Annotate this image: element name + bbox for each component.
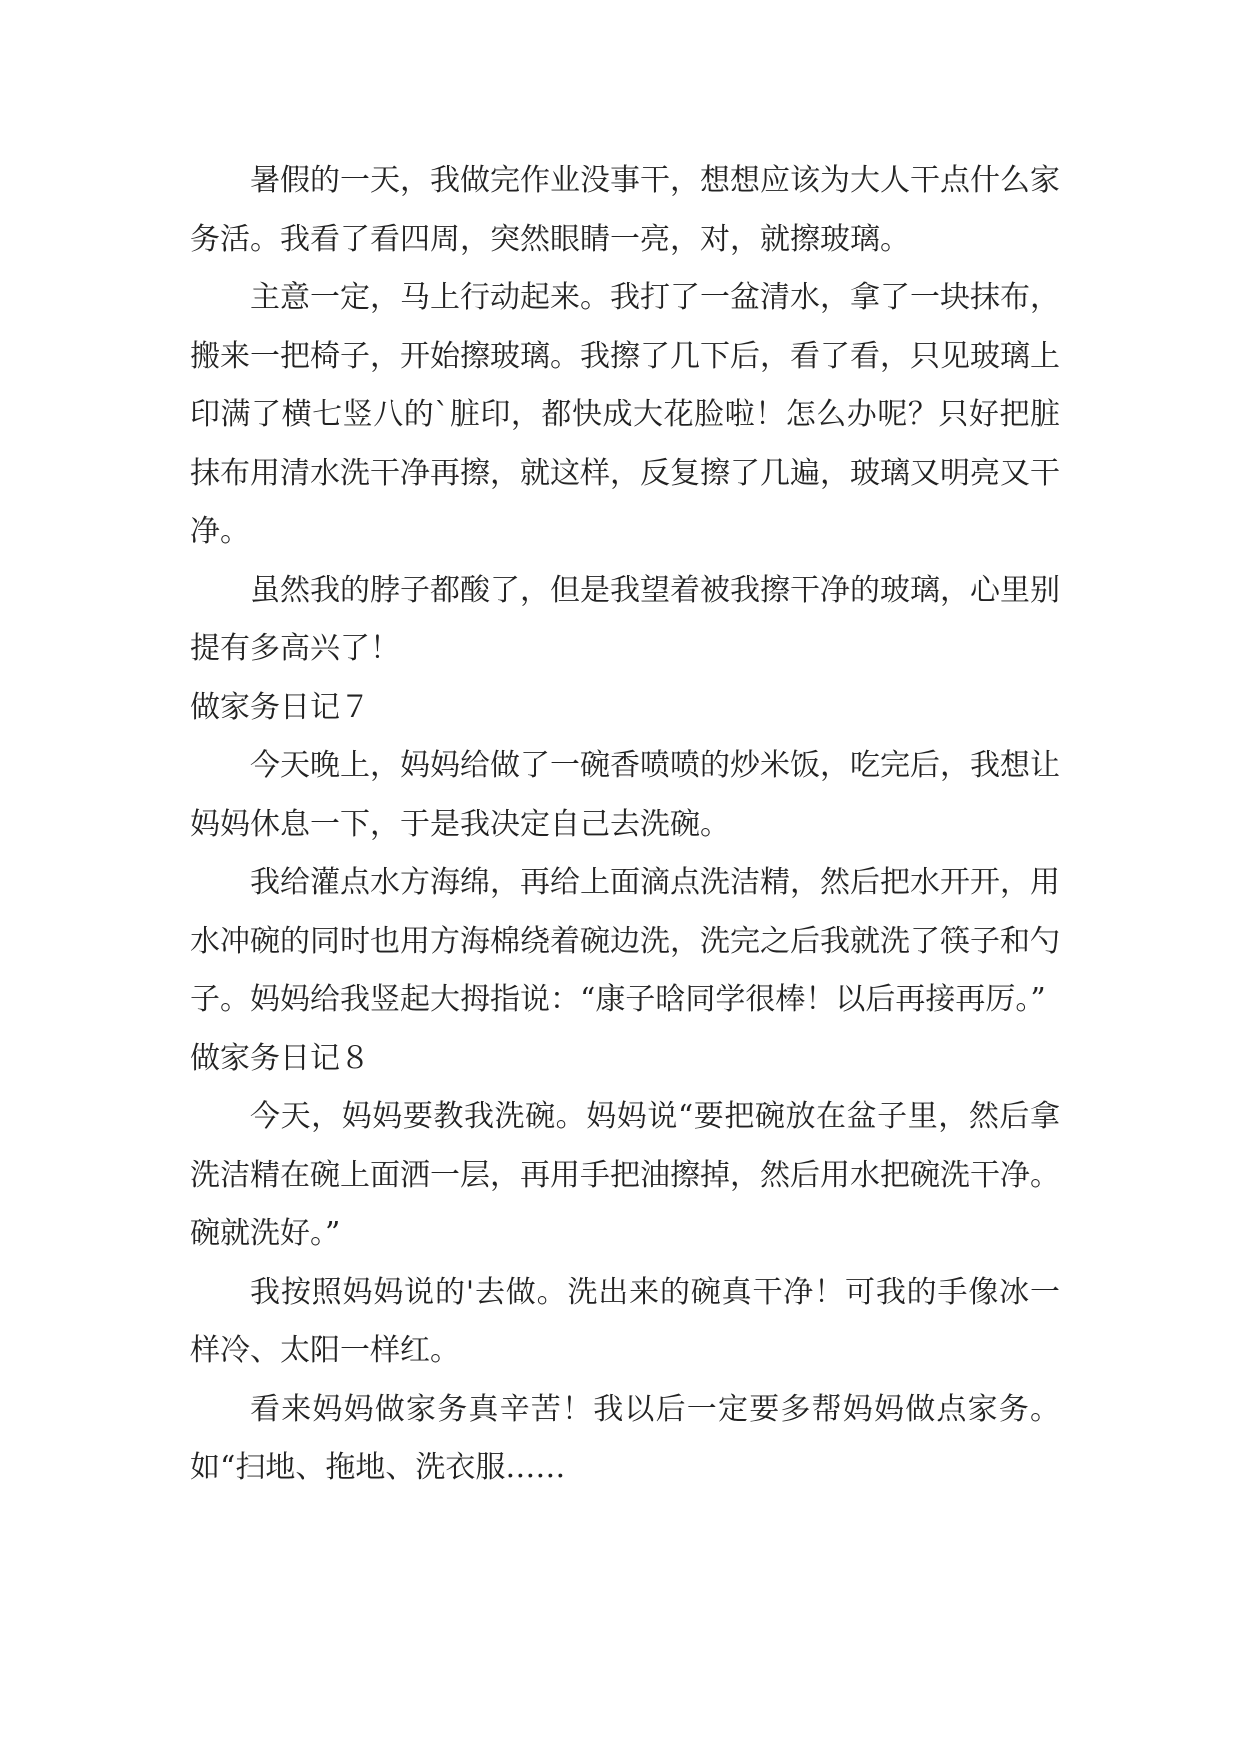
- paragraph-mom-teaches: 今天，妈妈要教我洗碗。妈妈说“要把碗放在盆子里，然后拿洗洁精在碗上面洒一层，再用手把油擦掉，然后用水把碗洗干净。碗就洗好。”: [190, 1099, 1060, 1251]
- paragraph-window-cleaning-intro: 暑假的一天，我做完作业没事干，想想应该为大人干点什么家务活。我看了看四周，突然眼睛一亮，对，就擦玻璃。: [190, 163, 1060, 257]
- paragraph-window-cleaning-result: 虽然我的脖子都酸了，但是我望着被我擦干净的玻璃，心里别提有多高兴了！: [190, 572, 1060, 666]
- paragraph-clean-bowls: 我按照妈妈说的'去做。洗出来的碗真干净！可我的手像冰一样冷、太阳一样红。: [190, 1274, 1060, 1368]
- paragraph-window-cleaning-process: 主意一定，马上行动起来。我打了一盆清水，拿了一块抹布，搬来一把椅子，开始擦玻璃。我擦了几下后，看了看，只见玻璃上印满了横七竖八的`脏印，都快成大花脸啦！怎么办呢？只好把脏抹布用清水洗干净再擦，就这样，反复擦了几遍，玻璃又明亮又干净。: [190, 280, 1060, 549]
- document-body: [190, 152, 1060, 1498]
- heading-diary-7: 做家务日记７: [190, 689, 370, 725]
- paragraph-washing-dishes: 我给灌点水方海绵，再给上面滴点洗洁精，然后把水开开，用水冲碗的同时也用方海棉绕着碗边洗，洗完之后我就洗了筷子和勺子。妈妈给我竖起大拇指说：“康子晗同学很棒！以后再接再厉。”: [190, 865, 1060, 1017]
- paragraph-housework-reflection: 看来妈妈做家务真辛苦！我以后一定要多帮妈妈做点家务。如“扫地、拖地、洗衣服……: [190, 1391, 1060, 1485]
- heading-diary-8: 做家务日记８: [190, 1040, 370, 1076]
- paragraph-dinner-dishes: 今天晚上，妈妈给做了一碗香喷喷的炒米饭，吃完后，我想让妈妈休息一下，于是我决定自己去洗碗。: [190, 748, 1060, 842]
